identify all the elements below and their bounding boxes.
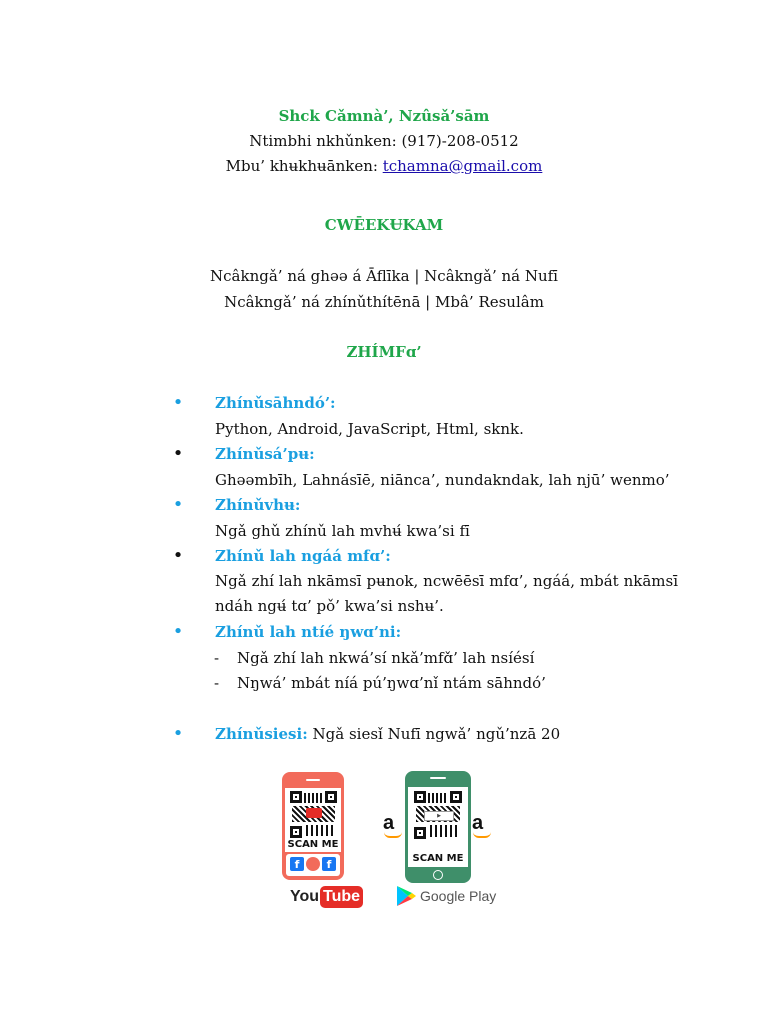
skill-text: Ngǎ zhí lah nkāmsī pʉnok, ncwēēsī mfɑ’, ngáá, mbát nkāmsī ndáh ngʉ́ tɑ’ pǒ’ kwa’si nshʉ’. xyxy=(215,572,678,615)
facebook-icon: f xyxy=(322,857,336,871)
skill-text: Python, Android, JavaScript, Html, sknk. xyxy=(215,420,524,438)
bullet-icon: • xyxy=(172,545,184,566)
profile-line-1: Ncâkngǎ’ ná ghəə á Āflīka | Ncâkngǎ’ ná Nufī xyxy=(210,267,558,285)
bullet-icon: • xyxy=(172,392,184,413)
google-play-badge[interactable] xyxy=(394,884,497,908)
scan-me-label: SCAN ME xyxy=(287,839,339,850)
email-link[interactable]: tchamna@gmail.com xyxy=(382,157,543,175)
speaker-icon xyxy=(306,779,320,781)
bullet-icon: • xyxy=(172,621,184,642)
youtube-qr-phone[interactable] xyxy=(282,772,344,880)
google-play-label: Google Play xyxy=(420,888,497,904)
google-play-qr-phone[interactable] xyxy=(405,771,471,883)
skill-text: Ngǎ siesǐ Nufī ngwǎ’ ngǔ’nzā 20 xyxy=(312,725,561,743)
skill-label: Zhínǔsāhndó’: xyxy=(215,394,336,412)
amazon-icon: a xyxy=(383,812,405,836)
page-title: Shck Cǎmnà’, Nzûsǎ’sām xyxy=(278,107,490,125)
email-line xyxy=(0,156,768,176)
sub-list-item: Nŋwá’ mbát níá pú’ŋwɑ’nǐ ntám sāhndó’ xyxy=(237,674,546,692)
skill-label: Zhínǔvhʉ: xyxy=(215,496,301,514)
amazon-icon: a xyxy=(472,812,494,836)
social-bar xyxy=(286,854,340,876)
skill-text: Ngǎ ghǔ zhínǔ lah mvhʉ́ kwa’si fī xyxy=(215,522,470,540)
email-label: Mbu’ khʉkhʉānken: xyxy=(225,157,383,175)
qr-code-icon xyxy=(290,791,337,838)
speaker-icon xyxy=(430,777,446,779)
dash-icon: - xyxy=(214,674,220,692)
home-button-icon xyxy=(433,870,443,880)
skill-label: Zhínǔsá’pʉ: xyxy=(215,445,315,463)
qr-code-icon xyxy=(414,791,462,839)
skill-label: Zhínǔsiesi: xyxy=(215,725,308,743)
section-heading-cweekukam: CWĒEKɄKAM xyxy=(324,216,444,234)
profile-line-2: Ncâkngǎ’ ná zhínǔthítēnā | Mbâ’ Resulâm xyxy=(224,293,544,311)
phone-line: Ntimbhi nkhǔnken: (917)-208-0512 xyxy=(249,132,519,150)
skill-label: Zhínǔ lah ngáá mfɑ’: xyxy=(215,547,391,565)
facebook-icon: f xyxy=(290,857,304,871)
section-heading-zhimfa: ZHÍMFɑ’ xyxy=(346,343,422,361)
bullet-icon: • xyxy=(172,443,184,464)
youtube-logo[interactable]: You Tube xyxy=(290,886,363,908)
bullet-icon: • xyxy=(172,494,184,515)
phone-screen xyxy=(285,788,341,852)
dash-icon: - xyxy=(214,649,220,667)
bullet-icon: • xyxy=(172,723,184,744)
google-play-icon xyxy=(395,885,417,907)
sub-list-item: Ngǎ zhí lah nkwá’sí nkǎ’mfɑ̌’ lah nsíésí xyxy=(237,649,535,667)
home-button-icon xyxy=(306,857,320,871)
youtube-mini-icon xyxy=(306,808,322,818)
skill-text: Ghəəmbīh, Lahnásīē, niānca’, nundakndak, lah njū’ wenmo’ xyxy=(215,471,670,489)
google-play-mini-icon: ▶ xyxy=(424,811,454,821)
skill-line xyxy=(215,724,560,744)
skill-label: Zhínǔ lah ntíé ŋwɑ’ni: xyxy=(215,623,402,641)
phone-screen xyxy=(408,787,468,867)
scan-me-label: SCAN ME xyxy=(412,853,464,864)
